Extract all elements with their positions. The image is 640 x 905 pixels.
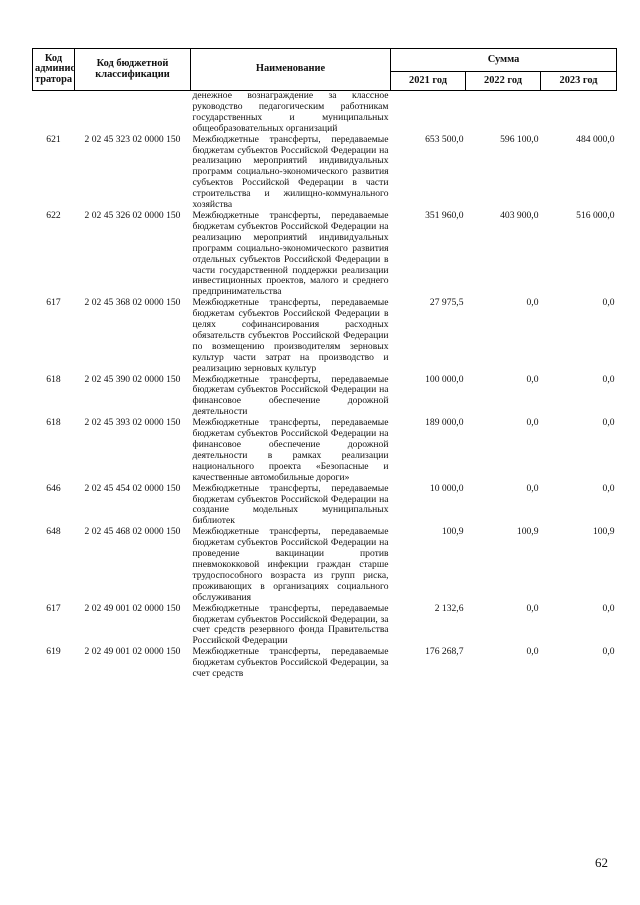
budget-code-cell: 2 02 45 368 02 0000 150 <box>84 297 181 309</box>
budget-code-cell: 2 02 45 468 02 0000 150 <box>84 526 181 538</box>
sum-2022-cell: 0,0 <box>526 602 539 614</box>
header-sum: Сумма <box>391 49 617 72</box>
table-row <box>33 484 617 528</box>
header-name: Наименование <box>191 49 391 91</box>
sum-2021-cell: 176 268,7 <box>425 646 464 658</box>
sum-2023-cell: 516 000,0 <box>576 209 615 221</box>
table-row <box>33 211 617 298</box>
name-cell: Межбюджетные трансферты, передаваемые бюджетам субъектов Российской Федерации в целях софинансирования расходных обязательств субъектов Российской Федерации по возмещению производителям зерновых культур части затрат на производство и реализацию зерновых культур <box>192 297 389 374</box>
table-row <box>33 604 617 648</box>
sum-2021-cell: 100,9 <box>441 526 464 538</box>
admin-code-cell: 621 <box>46 133 61 145</box>
name-cell: Межбюджетные трансферты, передаваемые бюджетам субъектов Российской Федерации на реализацию мероприятий индивидуальных программ социально-экономического развития субъектов Российской Федерации в части строительства и жилищно-коммунального хозяйства <box>192 133 389 211</box>
sum-2023-cell: 0,0 <box>602 602 615 614</box>
sum-2021-cell: 2 132,6 <box>434 602 464 614</box>
continuation-text: денежное вознаграждение за классное руководство педагогическим работникам государственных и муниципальных общеобразовательных организаций <box>192 90 389 134</box>
budget-table <box>32 48 617 680</box>
sum-2023-cell: 100,9 <box>592 526 615 538</box>
header-year-2021: 2021 год <box>391 72 466 91</box>
table-row <box>33 298 617 374</box>
budget-code-cell: 2 02 45 326 02 0000 150 <box>84 209 181 221</box>
sum-2022-cell: 0,0 <box>526 482 539 494</box>
budget-code-cell: 2 02 45 323 02 0000 150 <box>84 133 181 145</box>
name-cell: Межбюджетные трансферты, передаваемые бюджетам субъектов Российской Федерации на проведение вакцинации против пневмококковой инфекции граждан старше трудоспособного возраста из групп риска, проживающих в организациях социального обслуживания <box>192 526 389 603</box>
sum-2023-cell: 0,0 <box>602 417 615 429</box>
name-cell: Межбюджетные трансферты, передаваемые бюджетам субъектов Российской Федерации на финансовое обеспечение дорожной деятельности <box>192 373 389 418</box>
continuation-row <box>33 91 617 135</box>
name-cell: Межбюджетные трансферты, передаваемые бюджетам субъектов Российской Федерации, за счет средств резервного фонда Правительства Российской Федерации <box>192 602 389 647</box>
budget-code-cell: 2 02 45 454 02 0000 150 <box>84 482 181 494</box>
sum-2022-cell: 403 900,0 <box>500 209 539 221</box>
budget-code-cell: 2 02 49 001 02 0000 150 <box>84 646 181 658</box>
admin-code-cell: 617 <box>46 297 61 309</box>
name-cell: Межбюджетные трансферты, передаваемые бюджетам субъектов Российской Федерации на создание модельных муниципальных библиотек <box>192 482 389 527</box>
name-cell: Межбюджетные трансферты, передаваемые бюджетам субъектов Российской Федерации на финансовое обеспечение дорожной деятельности в рамках реализации национального проекта «Безопасные и качественные автомобильные дороги» <box>192 417 389 483</box>
table-row <box>33 135 617 211</box>
sum-2023-cell: 0,0 <box>602 482 615 494</box>
sum-2023-cell: 0,0 <box>602 297 615 309</box>
table-row <box>33 418 617 483</box>
admin-code-cell: 619 <box>46 646 61 658</box>
name-cell: Межбюджетные трансферты, передаваемые бюджетам субъектов Российской Федерации, за счет средств <box>192 646 389 680</box>
admin-code-cell: 617 <box>46 602 61 614</box>
table-row <box>33 527 617 603</box>
admin-code-cell: 618 <box>46 417 61 429</box>
admin-code-cell: 618 <box>46 373 61 385</box>
budget-code-cell: 2 02 45 390 02 0000 150 <box>84 373 181 385</box>
header-admin-code: Код админис тратора <box>33 49 75 91</box>
table-row <box>33 647 617 680</box>
sum-2023-cell: 0,0 <box>602 646 615 658</box>
sum-2022-cell: 0,0 <box>526 373 539 385</box>
budget-code-cell: 2 02 45 393 02 0000 150 <box>84 417 181 429</box>
header-budget-code: Код бюджетной классификации <box>75 49 191 91</box>
sum-2022-cell: 0,0 <box>526 646 539 658</box>
sum-2022-cell: 100,9 <box>516 526 539 538</box>
sum-2021-cell: 10 000,0 <box>429 482 464 494</box>
admin-code-cell: 622 <box>46 209 61 221</box>
sum-2021-cell: 653 500,0 <box>425 133 464 145</box>
admin-code-cell: 646 <box>46 482 61 494</box>
sum-2022-cell: 0,0 <box>526 297 539 309</box>
sum-2023-cell: 0,0 <box>602 373 615 385</box>
sum-2023-cell: 484 000,0 <box>576 133 615 145</box>
sum-2021-cell: 351 960,0 <box>425 209 464 221</box>
admin-code-cell: 648 <box>46 526 61 538</box>
table-row <box>33 375 617 419</box>
header-year-2023: 2023 год <box>541 72 617 91</box>
name-cell: Межбюджетные трансферты, передаваемые бюджетам субъектов Российской Федерации на реализацию мероприятий индивидуальных программ социально-экономического развития отдельных субъектов Российской Федерации в части государственной поддержки реализации инвестиционных проектов, малого и среднего предпринимательства <box>192 209 389 298</box>
sum-2021-cell: 100 000,0 <box>425 373 464 385</box>
budget-code-cell: 2 02 49 001 02 0000 150 <box>84 602 181 614</box>
header-year-2022: 2022 год <box>466 72 541 91</box>
page-number: 62 <box>595 855 608 870</box>
sum-2021-cell: 189 000,0 <box>425 417 464 429</box>
sum-2022-cell: 0,0 <box>526 417 539 429</box>
sum-2021-cell: 27 975,5 <box>429 297 464 309</box>
sum-2022-cell: 596 100,0 <box>500 133 539 145</box>
